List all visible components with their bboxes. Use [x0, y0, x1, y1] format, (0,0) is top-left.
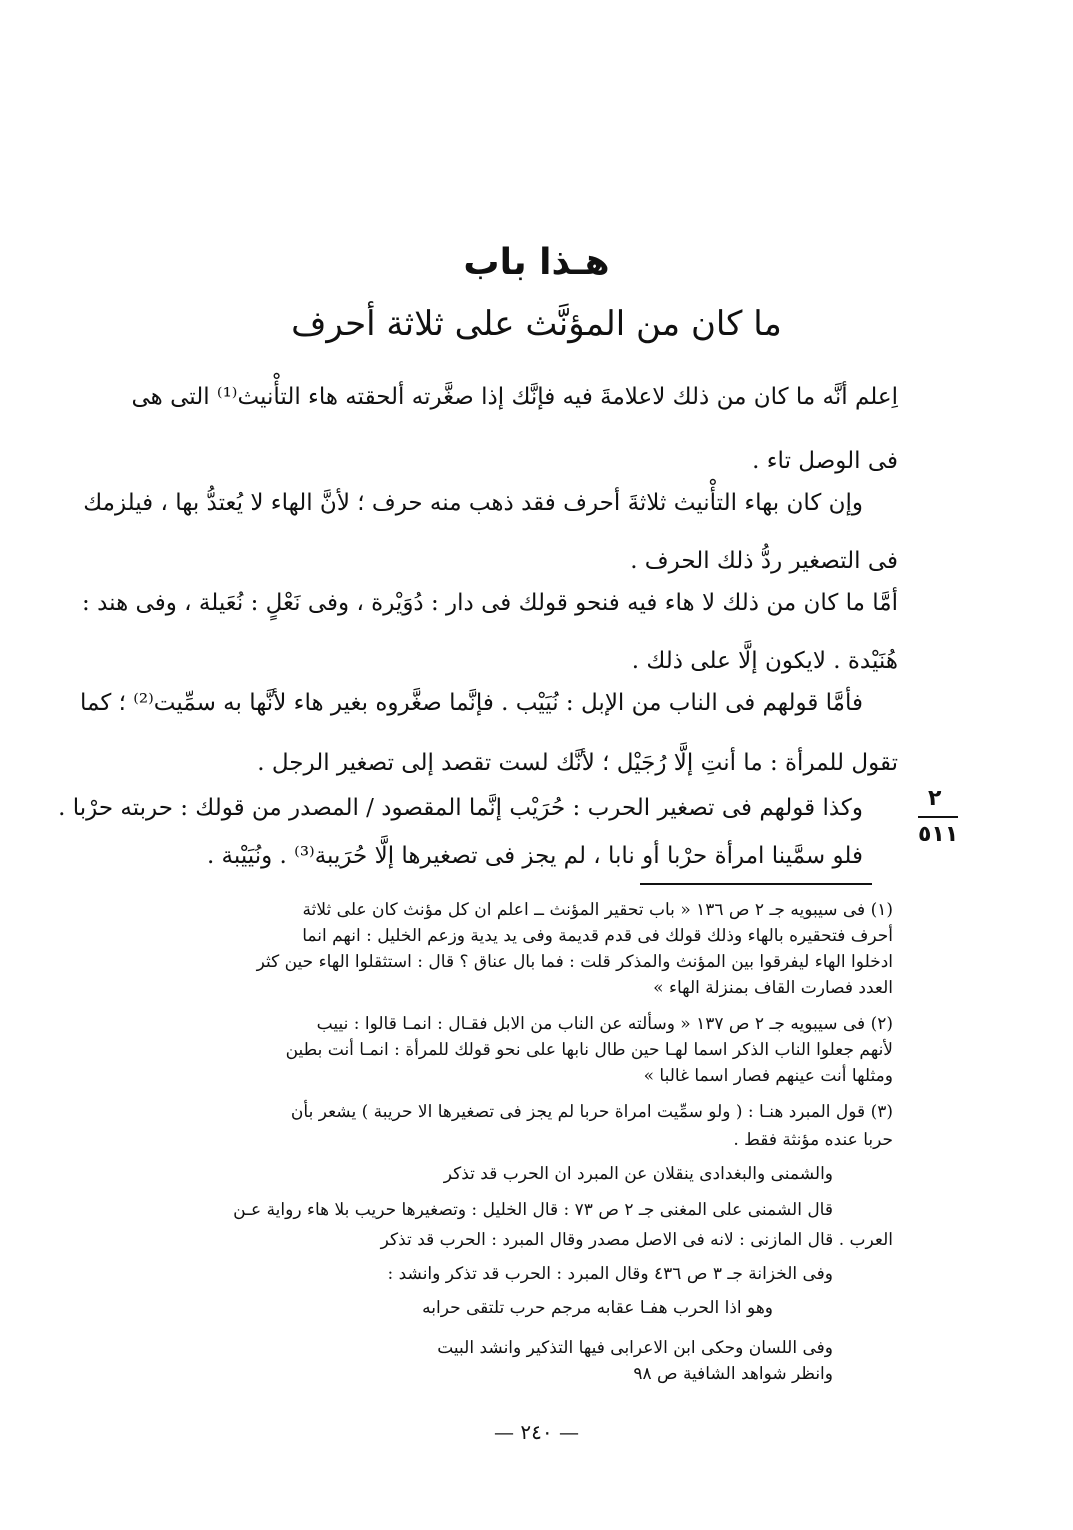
footnote-line: ومثلها أنت عينهم فصار اسما غالبا »: [643, 1066, 893, 1086]
footnote-line: أحرف فتحقيره بالهاء وذلك قولك فى قدم قديمة وفى يد يدية وزعم الخليل : انهم انما: [302, 926, 893, 946]
footnote-line: وانظر شواهد الشافية ص ٩٨: [633, 1364, 833, 1384]
footnote-line: وفى اللسان وحكى ابن الاعرابى فيها التذكير وانشد البيت: [437, 1338, 833, 1358]
footnote-line: العرب . قال المازنى : لانه فى الاصل مصدر وقال المبرد : الحرب قد تذكر: [380, 1230, 893, 1250]
body-line-6: هُنَيْدة . لايكون إلَّا على ذلك .: [631, 648, 898, 674]
margin-page-number: ٥١١: [918, 822, 959, 847]
footnote-line: (٢) فى سيبويه جـ ٢ ص ١٣٧ « وسألته عن الناب من الابل فقـال : انمـا قالوا : نييب: [316, 1014, 893, 1034]
chapter-heading: هـذا باب: [463, 242, 610, 283]
body-line-2: فى الوصل تاء .: [752, 448, 898, 474]
footnote-line: وفى الخزانة جـ ٣ ص ٤٣٦ وقال المبرد : الحرب قد تذكر وانشد :: [387, 1264, 833, 1284]
page-number: — ٢٤٠ —: [494, 1420, 579, 1444]
margin-divider: [918, 816, 958, 818]
chapter-subheading: ما كان من المؤنَّث على ثلاثة أحرف: [291, 304, 782, 344]
body-line-5: أمَّا ما كان من ذلك لا هاء فيه فنحو قولك فى دار : دُوَيْرة ، وفى نَعْلٍ : نُعَيلة ، وفى هند :: [82, 590, 898, 616]
footnote-line: قال الشمنى على المغنى جـ ٢ ص ٧٣ : قال الخليل : وتصغيرها حريب بلا هاء رواية عـن: [233, 1200, 833, 1220]
footnote-line: والشمنى والبغدادى ينقلان عن المبرد ان الحرب قد تذكر: [443, 1164, 833, 1184]
body-line-4: فى التصغير ردُّ ذلك الحرف .: [630, 548, 898, 574]
body-line-7: فأمَّا قولهم فى الناب من الإبل : نُيَيْب . فإنَّما صغَّروه بغير هاء لأنَّها به سمِّيت⁽²⁾ ؛ كما: [80, 690, 863, 716]
margin-volume-number: ٢: [928, 786, 942, 811]
body-line-3: وإن كان بهاء التأْنيث ثلاثةَ أحرف فقد ذهب منه حرف ؛ لأنَّ الهاء لا يُعتدُّ بها ، فيلزمك: [83, 490, 863, 516]
body-line-8: تقول للمرأة : ما أنتِ إلَّا رُجَيْل ؛ لأنَّك لست تقصد إلى تصغير الرجل .: [257, 750, 898, 776]
footnote-line: العدد فصارت القاف بمنزلة الهاء »: [653, 978, 893, 998]
footnote-line: حربا عنده مؤنثة فقط .: [733, 1130, 893, 1150]
footnote-line: (٣) قول المبرد هنـا : ( ولو سمِّيت امراة حربا لم يجز فى تصغيرها الا حريبة ) يشعر بأن: [290, 1102, 893, 1122]
footnote-separator: [640, 883, 872, 885]
body-line-9: وكذا قولهم فى تصغير الحرب : حُرَيْب إنَّما المقصود / المصدر من قولك : حربته حرْبا .: [58, 795, 863, 821]
footnote-line: لأنهم جعلوا الناب الذكر اسما لهـا حين طال نابها على نحو قولك للمرأة : انمـا أنت بطين: [285, 1040, 893, 1060]
body-line-1: اِعلم أنَّه ما كان من ذلك لاعلامةَ فيه فإنَّك إذا صغَّرته ألحقته هاء التأْنيث⁽¹⁾ التى هى: [131, 384, 898, 410]
footnote-line: (١) فى سيبويه جـ ٢ ص ١٣٦ « باب تحقير المؤنث ــ اعلم ان كل مؤنث كان على ثلاثة: [302, 900, 893, 920]
body-line-10: فلو سمَّينا امرأة حرْبا أو نابا ، لم يجز فى تصغيرها إلَّا حُرَيبة⁽³⁾ . ونُيَيْبة .: [206, 843, 863, 869]
footnote-line: ادخلوا الهاء ليفرقوا بين المؤنث والمذكر قلت : فما بال عناق ؟ قال : استثقلوا الهاء حين كثر: [256, 952, 893, 972]
footnote-line: وهو اذا الحرب هفـا عقابه مرجم حرب تلتقى حرابه: [422, 1298, 773, 1318]
